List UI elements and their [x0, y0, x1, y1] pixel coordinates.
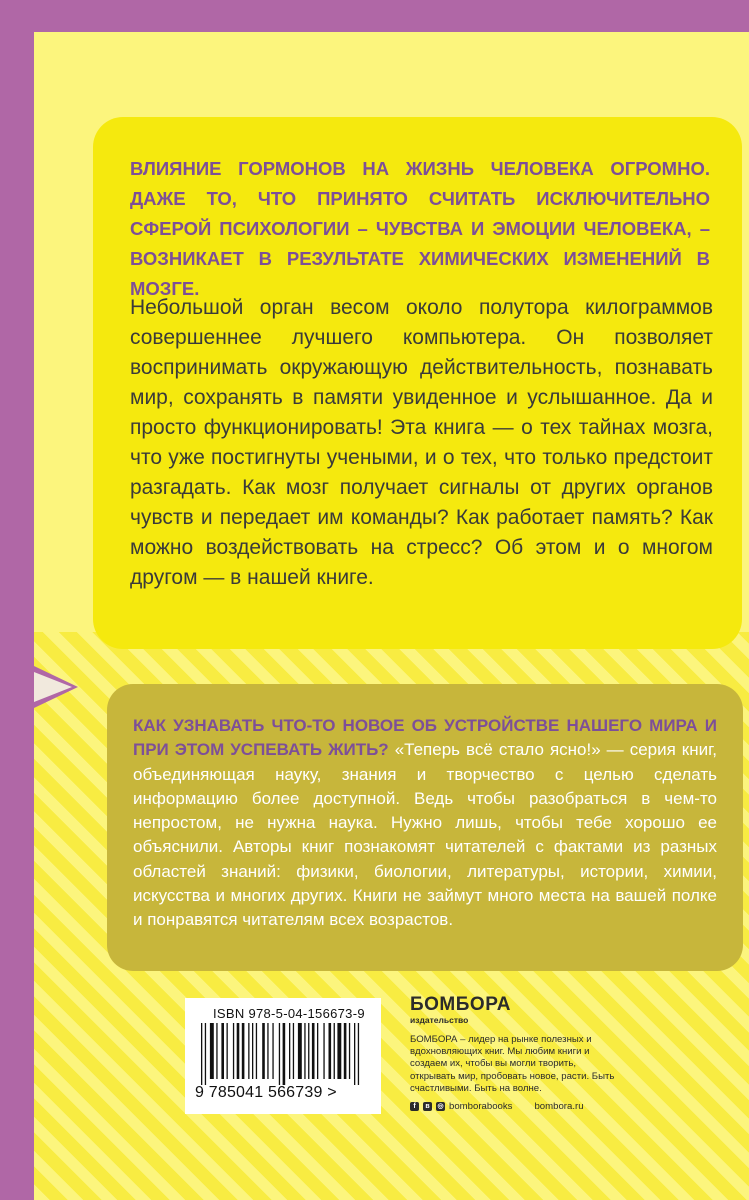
publisher-logo: БОМБОРА — [410, 994, 511, 1015]
barcode-bar — [256, 1023, 257, 1079]
barcode-bar — [248, 1023, 249, 1079]
barcode-bar — [227, 1023, 228, 1079]
barcode-image — [199, 1023, 369, 1085]
barcode-bar — [205, 1023, 206, 1085]
barcode-bar — [298, 1023, 302, 1079]
series-text: «Теперь всё стало ясно!» — серия книг, объединяющая науку, знания и творчество с целью сделать информацию более доступной. Ведь чтобы разобраться в чем-то непростом, не нужна наука. Нужно лишь, чтобы тебе хорошо ее объяснили. Авторы книг познакомят читателей с фактами из разных областей знаний: физики, биологии, литературы, истории, химии, искусства и многих других. Книги не займут много места на вашей полке и понравятся читателям всех возрастов. — [133, 740, 717, 930]
barcode-bar — [293, 1023, 294, 1079]
instagram-icon: ◎ — [437, 1103, 444, 1111]
barcode-bar — [337, 1023, 341, 1079]
barcode-bar — [308, 1023, 309, 1079]
barcode-bar — [262, 1023, 265, 1079]
barcode-bar — [289, 1023, 290, 1079]
barcode-bar — [210, 1023, 214, 1079]
barcode-bar — [216, 1023, 217, 1079]
barcode-bar — [237, 1023, 240, 1079]
barcode-bar — [304, 1023, 305, 1079]
description-heading: ВЛИЯНИЕ ГОРМОНОВ НА ЖИЗНЬ ЧЕЛОВЕКА ОГРОМНО. ДАЖЕ ТО, ЧТО ПРИНЯТО СЧИТАТЬ ИСКЛЮЧИТЕЛЬНО СФЕРОЙ ПСИХОЛОГИИ – ЧУВСТВА И ЭМОЦИИ ЧЕЛОВЕКА, – ВОЗНИКАЕТ В РЕЗУЛЬТАТЕ ХИМИЧЕСКИХ ИЗМЕНЕНИЙ В МОЗГЕ. — [130, 158, 710, 299]
barcode-bar — [201, 1023, 202, 1085]
notch-marker — [34, 672, 72, 702]
barcode-bar — [267, 1023, 268, 1079]
series-lead: КАК УЗНАВАТЬ ЧТО-ТО НОВОЕ ОБ УСТРОЙСТВЕ НАШЕГО МИРА И ПРИ ЭТОМ УСПЕВАТЬ ЖИТЬ? — [133, 716, 717, 760]
barcode-bar — [317, 1023, 318, 1079]
barcode-bar — [233, 1023, 234, 1079]
website-link: bombora.ru — [534, 1101, 584, 1113]
barcode-bar — [252, 1023, 253, 1079]
facebook-icon: f — [410, 1102, 419, 1111]
barcode-bar — [354, 1023, 355, 1085]
barcode-bar — [358, 1023, 359, 1085]
description-paragraph: Небольшой орган весом около полутора килограммов совершеннее лучшего компьютера. Он позволяет воспринимать окружающую действительность, познавать мир, сохранять в памяти увиденное и услышанное. Да и просто функционировать! Эта книга — о тех тайнах мозга, что уже постигнуты учеными, и о тех, что только предстоит разгадать. Как мозг получает сигналы от других органов чувств и передает им команды? Как работает память? Как можно воздействовать на стресс? Об этом и о многом другом — в нашей книге. — [130, 296, 713, 589]
barcode-bar — [279, 1023, 280, 1085]
barcode-bar — [344, 1023, 347, 1079]
series-paragraph — [133, 714, 717, 933]
publisher-tagline: БОМБОРА – лидер на рынке полезных и вдохновляющих книг. Мы любим книги и создаем их, чтобы вы могли творить, открывать мир, пробовать новое, расти. Быть счастливыми. Быть на волне. — [410, 1034, 615, 1094]
vk-icon: в — [423, 1102, 432, 1111]
barcode-bar — [283, 1023, 286, 1085]
publisher-links — [410, 1101, 710, 1112]
description-box — [93, 117, 742, 649]
barcode-bar — [312, 1023, 315, 1079]
barcode-panel — [185, 998, 381, 1114]
barcode-bar — [334, 1023, 335, 1079]
barcode-bar — [221, 1023, 224, 1079]
isbn-label: ISBN 978-5-04-156673-9 — [213, 1006, 365, 1021]
barcode-bar — [323, 1023, 324, 1079]
barcode-digits: 9 785041 566739 > — [195, 1084, 337, 1101]
barcode-bar — [272, 1023, 273, 1079]
series-box — [107, 684, 743, 971]
publisher-logo-subtitle: издательство — [410, 1015, 469, 1025]
publisher-block — [410, 995, 710, 1112]
barcode-bar — [349, 1023, 350, 1079]
social-handle: bomborabooks — [449, 1101, 513, 1113]
barcode-bar — [242, 1023, 245, 1079]
barcode-bar — [329, 1023, 332, 1079]
